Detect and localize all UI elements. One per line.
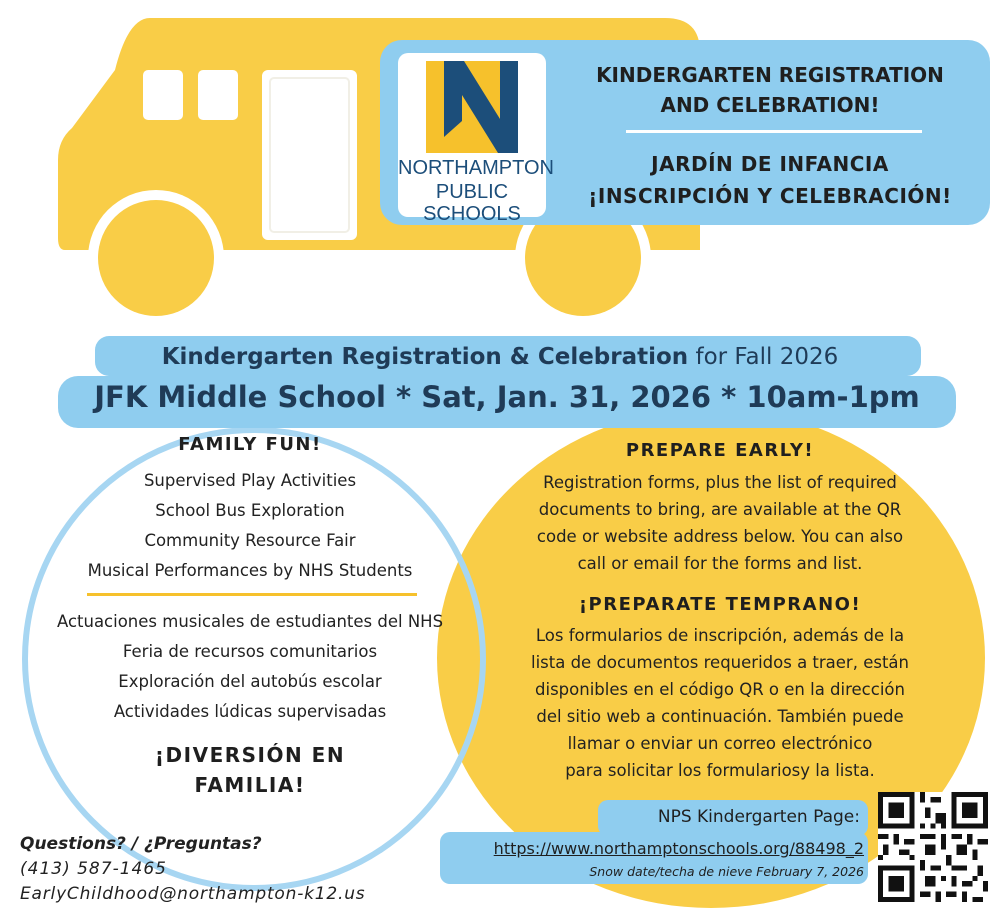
n-logo-icon bbox=[426, 61, 518, 153]
contact-email[interactable]: EarlyChildhood@northampton-k12.us bbox=[20, 884, 366, 904]
banner-details: JFK Middle School * Sat, Jan. 31, 2026 * 10am-1pm bbox=[94, 380, 920, 414]
family-fun-heading-es bbox=[60, 740, 440, 800]
paragraph-line: call or email for the forms and list. bbox=[577, 554, 863, 573]
family-fun-heading: FAMILY FUN! bbox=[178, 434, 322, 455]
prepare-heading: PREPARE EARLY! bbox=[625, 440, 815, 461]
contact-phone[interactable]: (413) 587-1465 bbox=[20, 859, 167, 879]
banner-title bbox=[60, 344, 940, 370]
paragraph-line: para solicitar los formulariosy la lista. bbox=[565, 761, 875, 780]
paragraph-line: del sitio web a continuación. También puede bbox=[536, 707, 904, 726]
list-item: Community Resource Fair bbox=[144, 531, 356, 550]
link-label: NPS Kindergarten Page: bbox=[657, 807, 860, 827]
logo-line-1: NORTHAMPTON bbox=[398, 157, 554, 179]
paragraph-line: Los formularios de inscripción, además de la bbox=[535, 626, 905, 645]
family-fun-heading-es-line-1: ¡DIVERSIÓN EN bbox=[154, 743, 346, 767]
header-divider bbox=[626, 130, 922, 133]
header-en-line-2: AND CELEBRATION! bbox=[660, 93, 880, 117]
banner-title-bold: Kindergarten Registration & Celebration bbox=[161, 344, 689, 370]
family-fun-heading-es-line-2: FAMILIA! bbox=[194, 773, 306, 797]
header-es-line-1: JARDÍN DE INFANCIA bbox=[651, 152, 889, 176]
list-item: Feria de recursos comunitarios bbox=[122, 642, 378, 661]
paragraph-line: llamar o enviar un correo electrónico bbox=[567, 734, 873, 753]
family-fun-divider bbox=[87, 593, 417, 596]
paragraph-line: code or website address below. You can also bbox=[536, 527, 904, 546]
prepare-text-es bbox=[490, 622, 950, 784]
snow-date: Snow date/techa de nieve February 7, 2026 bbox=[589, 864, 864, 879]
paragraph-line: documents to bring, are available at the QR bbox=[538, 500, 902, 519]
header-title-es bbox=[560, 148, 980, 212]
prepare-text-en bbox=[490, 469, 950, 577]
list-item: Supervised Play Activities bbox=[143, 471, 357, 490]
paragraph-line: Registration forms, plus the list of required bbox=[543, 473, 897, 492]
kindergarten-page-link[interactable]: https://www.northamptonschools.org/88498_2 bbox=[493, 839, 864, 858]
family-fun-list-es bbox=[30, 607, 470, 727]
header-title-en bbox=[560, 60, 980, 120]
family-fun-list-en bbox=[40, 466, 460, 586]
questions-label: Questions? / ¿Preguntas? bbox=[20, 834, 262, 854]
district-logo bbox=[398, 53, 554, 225]
prepare-heading-es: ¡PREPARATE TEMPRANO! bbox=[578, 594, 862, 615]
qr-code-icon[interactable] bbox=[878, 792, 988, 902]
header-es-line-2: ¡INSCRIPCIÓN Y CELEBRACIÓN! bbox=[588, 184, 952, 208]
list-item: Actividades lúdicas supervisadas bbox=[113, 702, 387, 721]
list-item: Musical Performances by NHS Students bbox=[87, 561, 413, 580]
logo-line-2: PUBLIC SCHOOLS bbox=[423, 181, 521, 225]
paragraph-line: disponibles en el código QR o en la dirección bbox=[535, 680, 905, 699]
list-item: School Bus Exploration bbox=[155, 501, 345, 520]
banner-title-rest: for Fall 2026 bbox=[688, 344, 839, 370]
header-en-line-1: KINDERGARTEN REGISTRATION bbox=[596, 63, 944, 87]
list-item: Exploración del autobús escolar bbox=[118, 672, 382, 691]
paragraph-line: lista de documentos requeridos a traer, están bbox=[530, 653, 909, 672]
list-item: Actuaciones musicales de estudiantes del NHS bbox=[56, 612, 444, 631]
